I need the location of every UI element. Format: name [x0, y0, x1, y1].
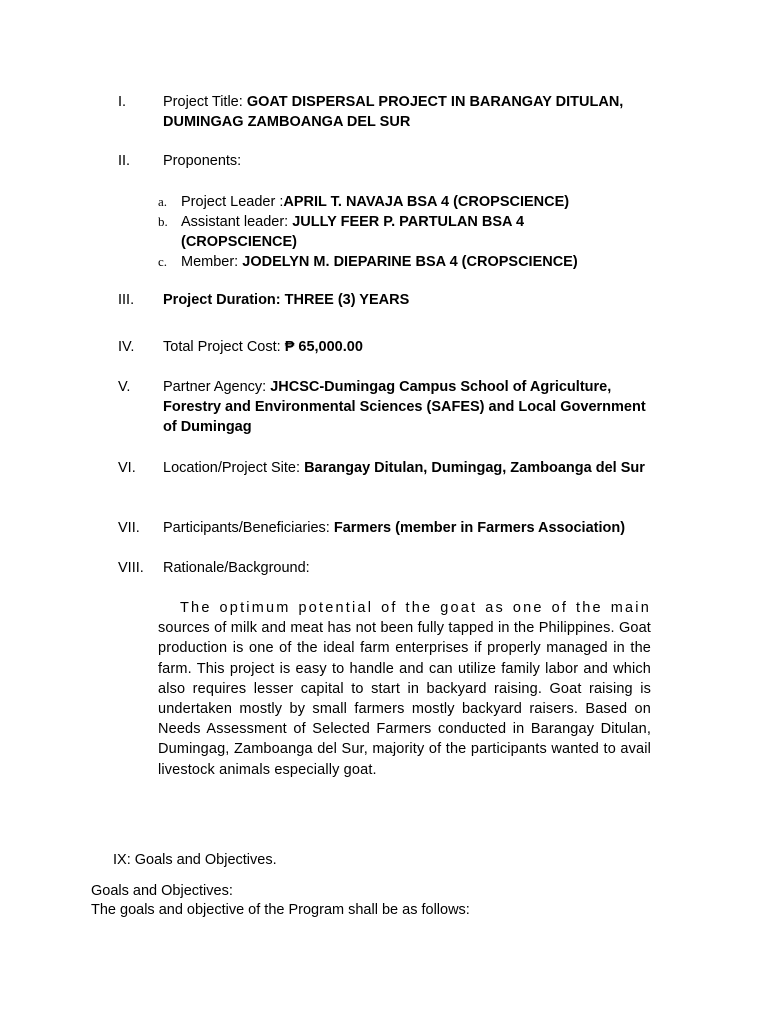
section-number: V.	[118, 379, 131, 395]
rationale-paragraph	[158, 598, 651, 780]
section-number: I.	[118, 94, 127, 110]
section-number: IV.	[118, 339, 135, 355]
proponent-role: Member:	[181, 254, 243, 270]
section-number: VI.	[118, 460, 136, 476]
partner-agency-value: JHCSC-Dumingag Campus School of Agriculture, Forestry and Environmental Sciences (SAFES) and Local Government of Dumingag	[163, 379, 646, 435]
section-label: Partner Agency:	[163, 379, 271, 395]
goals-title: Goals and Objectives:	[91, 883, 233, 899]
section-label: Location/Project Site:	[163, 460, 305, 476]
project-title-value: GOAT DISPERSAL PROJECT IN BARANGAY DITULAN, DUMINGAG ZAMBOANGA DEL SUR	[163, 94, 624, 130]
goals-heading: IX: Goals and Objectives.	[113, 852, 277, 868]
section-label: Project Title:	[163, 94, 247, 110]
section-label: Proponents:	[163, 153, 242, 169]
section-number: III.	[118, 292, 135, 308]
proponent-role: Assistant leader:	[181, 214, 293, 230]
list-letter: c.	[158, 254, 168, 269]
proponent-role: Project Leader :	[181, 194, 284, 210]
section-label: Participants/Beneficiaries:	[163, 520, 334, 536]
section-label: Total Project Cost:	[163, 339, 285, 355]
rationale-body: sources of milk and meat has not been fully tapped in the Philippines. Goat production is one of the ideal farm enterprises if properly managed in the farm. This project is easy to handle and can utilize family labor and which also requires lesser capital to start in backyard raising. Goat raising is undertaken mostly by small farmers mostly backyard raisers. Based on Needs Assessment of Selected Farmers conducted in Barangay Ditulan, Dumingag, Zamboanga del Sur, majority of the participants wanted to avail livestock animals especially goat.	[158, 620, 651, 778]
location-value: Barangay Ditulan, Dumingag, Zamboanga del Sur	[304, 460, 645, 476]
list-letter: a.	[158, 194, 168, 209]
section-label: Rationale/Background:	[163, 560, 310, 576]
proponent-name: APRIL T. NAVAJA BSA 4 (CROPSCIENCE)	[283, 194, 570, 210]
proponent-name: JULLY FEER P. PARTULAN BSA 4 (CROPSCIENCE)	[181, 214, 525, 250]
goals-intro: The goals and objective of the Program shall be as follows:	[91, 902, 470, 918]
section-number: II.	[118, 153, 131, 169]
rationale-first-line: The optimum potential of the goat as one of the main	[180, 600, 651, 616]
section-number: VII.	[118, 520, 140, 536]
cost-value: ₱ 65,000.00	[284, 339, 363, 355]
list-letter: b.	[158, 214, 168, 229]
section-number: VIII.	[118, 560, 144, 576]
duration-text: Project Duration: THREE (3) YEARS	[163, 292, 410, 308]
proponent-name: JODELYN M. DIEPARINE BSA 4 (CROPSCIENCE)	[242, 254, 578, 270]
participants-value: Farmers (member in Farmers Association)	[333, 520, 626, 536]
